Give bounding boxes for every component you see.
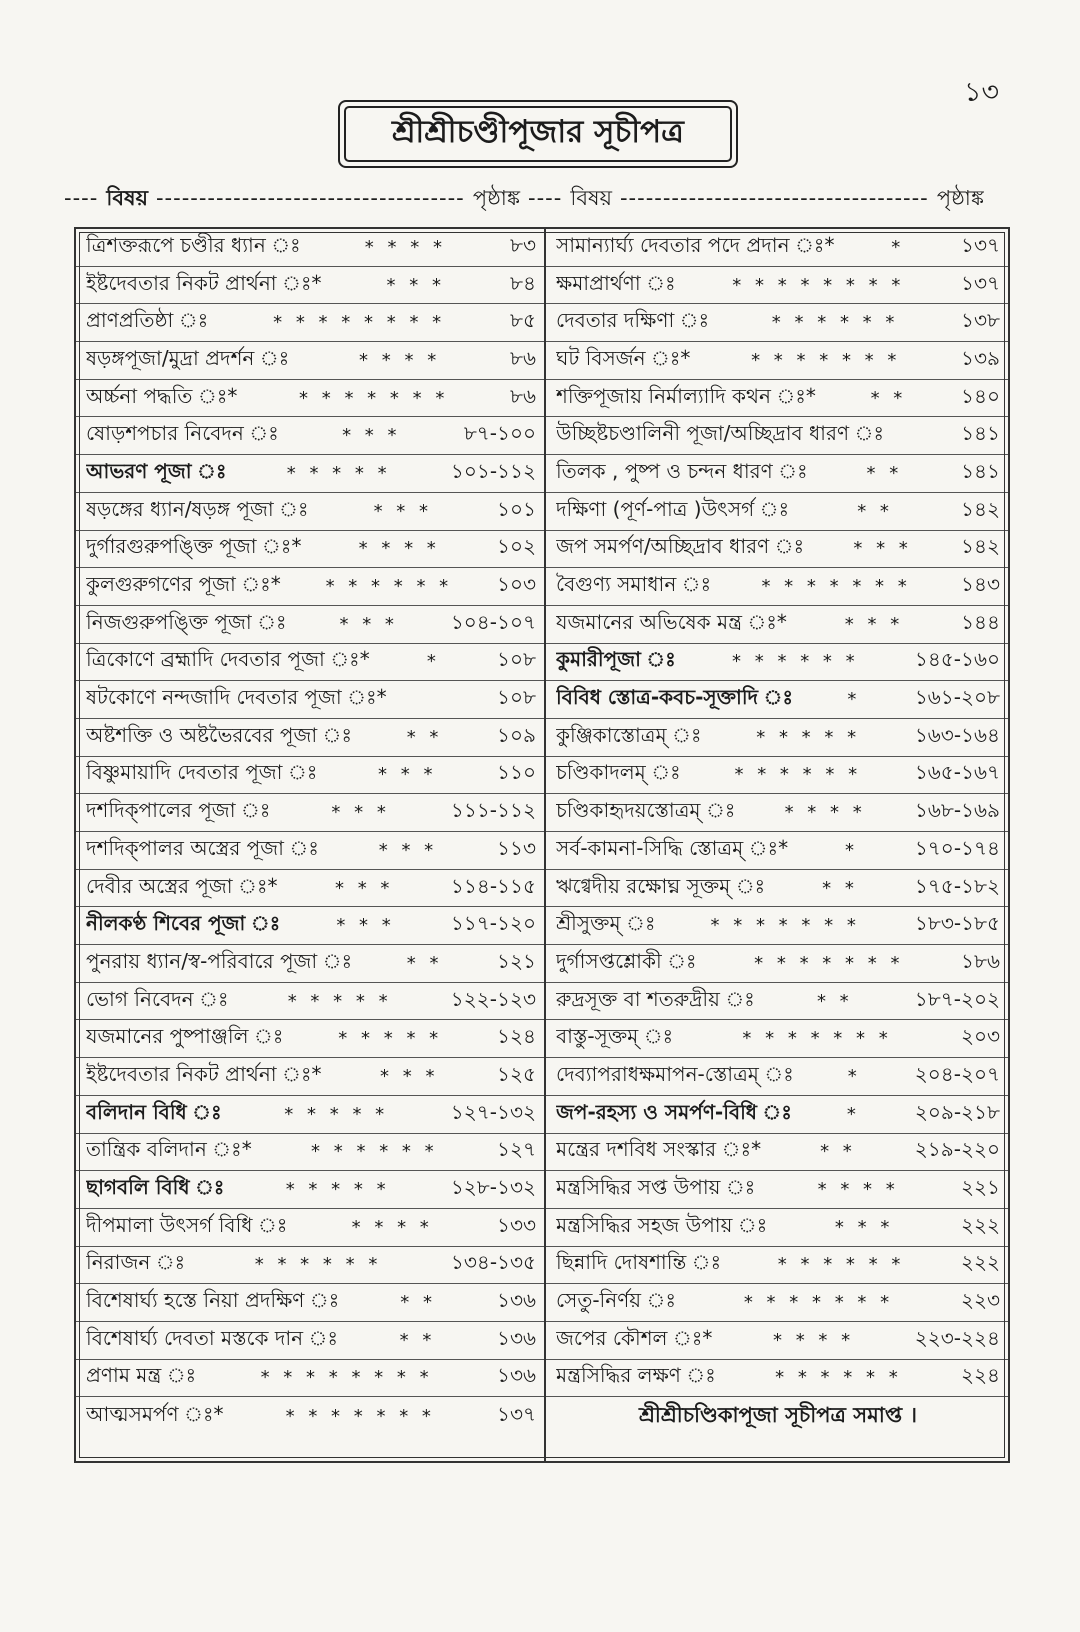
entry-title: মন্ত্রের দশবিধ সংস্কার ঃ* [556,1137,762,1162]
entry-title: বিশেষার্ঘ্য হস্তে নিয়া প্রদক্ষিণ ঃ [86,1288,340,1313]
header-page-label-2: পৃষ্ঠাঙ্ক [936,186,984,210]
entry-title: বিষ্ণুমায়াদি দেবতার পূজা ঃ [86,760,318,785]
entry-page-number: ১৮৬ [961,948,1000,973]
entry-leader-stars: * [847,689,861,711]
entry-title: মন্ত্রসিদ্ধির লক্ষণ ঃ [556,1363,716,1388]
entry-title: অর্চ্চনা পদ্ধতি ঃ* [86,383,238,408]
entry-leader-stars: * * * [380,1065,439,1087]
entry-page-number: ১১৩ [497,835,536,860]
contents-entry [546,380,1008,418]
entry-page-number: ১৪২ [961,496,1000,521]
entry-leader-stars: * * * * * [756,726,861,748]
contents-entry [546,1134,1008,1172]
contents-entry [546,1171,1008,1209]
entry-leader-stars: * * * * * * [771,312,899,334]
entry-title: ইষ্টদেবতার নিকট প্রার্থনা ঃ* [86,1061,322,1086]
entry-leader-stars: * * * * * * * [742,1028,892,1050]
entry-title: দেবীর অস্ত্রের পূজা ঃ* [86,873,278,898]
entry-title: চণ্ডিকাদলম্ ঃ [556,760,681,785]
header-leader-dashes [156,186,465,210]
entry-leader-stars: * * * [373,500,433,522]
entry-leader-stars: * * * * * * [777,1254,905,1276]
entry-title: নিরাজন ঃ [86,1250,186,1275]
contents-entry [76,1096,544,1134]
entry-leader-stars: * * * * * * * * [260,1367,433,1389]
header-subject-label-2: বিষয় [570,186,612,210]
entry-leader-stars: * * * [331,802,390,824]
entry-page-number: ১৮৩-১৮৫ [914,911,1000,936]
entry-leader-stars: * * * * * * * [285,1405,435,1427]
header-page-label: পৃষ্ঠাঙ্ক [472,186,520,210]
entry-page-number: ১৪১ [961,458,1000,483]
entry-leader-stars: * [846,1103,860,1125]
entry-leader-stars: * * [820,1141,856,1163]
contents-entry [76,870,544,908]
entry-page-number: ৮৪ [510,270,536,295]
contents-entry [546,606,1008,644]
entry-title: দীপমালা উৎসর্গ বিধি ঃ [86,1212,288,1237]
entry-leader-stars: * * * * * * * [751,349,901,371]
entry-leader-stars: * * * [336,915,395,937]
entry-page-number: ১২২-১২৩ [450,986,536,1011]
entry-page-number: ১২৫ [497,1061,536,1086]
contents-entry [76,267,544,305]
entry-page-number: ১৪৫-১৬০ [914,647,1000,672]
entry-leader-stars: * * [400,1292,437,1314]
contents-closing-note: শ্রীশ্রীচণ্ডিকাপূজা সূচীপত্র সমাপ্ত । [639,1402,917,1427]
entry-title: ছাগবলি বিধি ঃ [86,1175,225,1200]
entry-leader-stars: * [891,236,905,258]
contents-entry [546,229,1008,267]
contents-entry [76,380,544,418]
entry-leader-stars: * * * [834,1216,894,1238]
entry-page-number: ১০১ [497,496,536,521]
contents-entry [76,1284,544,1322]
entry-leader-stars: * * * * [364,236,446,258]
entry-title: মন্ত্রসিদ্ধির সপ্ত উপায় ঃ [556,1175,756,1200]
entry-leader-stars: * * * * [359,349,441,371]
contents-entry [546,1322,1008,1360]
entry-page-number: ১৪৪ [961,609,1000,634]
entry-page-number: ১৭৫-১৮২ [914,873,1000,898]
entry-page-number: ১৬৩-১৬৪ [914,722,1000,747]
entry-page-number: ১১১-১১২ [450,798,536,823]
entry-title: জপের কৌশল ঃ* [556,1325,713,1350]
entry-page-number: ১০২ [497,534,536,559]
entry-title: শক্তিপূজায় নির্মাল্যাদি কথন ঃ* [556,383,816,408]
entry-title: ত্রিকোণে ব্রহ্মাদি দেবতার পূজা ঃ* [86,647,370,672]
entry-title: দশদিক্পালর অস্ত্রের পূজা ঃ [86,835,319,860]
entry-title: দশদিক্পালের পূজা ঃ [86,798,271,823]
entry-title: সর্ব-কামনা-সিদ্ধি স্তোত্রম্ ঃ* [556,835,789,860]
entry-page-number: ২২৩ [960,1288,1000,1313]
entry-leader-stars: * * [866,462,903,484]
contents-entry [76,606,544,644]
entry-page-number: ১৬১-২০৮ [914,685,1000,710]
entry-title: বাস্তু-সূক্তম্ ঃ [556,1024,674,1049]
contents-entry [76,417,544,455]
contents-entry [546,304,1008,342]
contents-entry [546,1209,1008,1247]
entry-title: দেব্যাপরাধক্ষমাপন-স্তোত্রম্ ঃ [556,1061,794,1086]
entry-leader-stars: * * [822,877,858,899]
entry-title: ষড়ঙ্গপূজা/মুদ্রা প্রদর্শন ঃ [86,345,290,370]
entry-title: ক্ষমাপ্রার্থণা ঃ [556,270,676,295]
entry-title: জপ সমর্পণ/অচ্ছিদ্রাব ধারণ ঃ [556,534,805,559]
contents-entry [76,493,544,531]
entry-title: কুমারীপূজা ঃ [556,647,676,672]
entry-page-number: ১৪০ [961,383,1000,408]
entry-page-number: ১০১-১১২ [450,458,536,483]
entry-leader-stars: * [844,839,858,861]
entry-page-number: ১৩৬ [497,1325,536,1350]
contents-entry [546,267,1008,305]
contents-entry [76,1247,544,1285]
contents-entry [76,1397,544,1435]
entry-title: রুদ্রসূক্ত বা শতরুদ্রীয় ঃ [556,986,755,1011]
column-header-row [64,182,984,217]
contents-entry [76,568,544,606]
entry-page-number: ১৩৭ [497,1401,536,1426]
contents-column-left [76,229,546,1461]
entry-leader-stars: * * * * * [285,1179,390,1201]
entry-title: আভরণ পূজা ঃ [86,458,227,483]
entry-leader-stars: * * * * * * [734,764,862,786]
entry-page-number: ৮৬ [510,345,536,370]
entry-title: ছিন্নাদি দোষশান্তি ঃ [556,1250,722,1275]
entry-leader-stars: * * * * * * [311,1141,438,1163]
contents-entry [76,304,544,342]
entry-page-number: ১৩৩ [497,1212,536,1237]
entry-title: ষোড়শপচার নিবেদন ঃ [86,421,279,446]
contents-column-right [546,229,1008,1461]
entry-title: নিজগুরুপঙ্ক্তি পূজা ঃ [86,609,287,634]
entry-page-number: ১২৭-১৩২ [450,1099,536,1124]
contents-entry [76,983,544,1021]
contents-entry [546,907,1008,945]
contents-entry [76,832,544,870]
entry-leader-stars: * * * * [351,1216,433,1238]
entry-page-number: ২০৯-২১৮ [914,1099,1000,1124]
title-frame [338,100,738,168]
entry-page-number: ১১৪-১১৫ [450,873,536,898]
entry-leader-stars: * * * * [358,538,440,560]
contents-table [74,227,1010,1463]
entry-title: দুর্গাসপ্তশ্লোকী ঃ [556,948,697,973]
entry-leader-stars: * * * [853,538,912,560]
entry-page-number: ১১০ [497,760,536,785]
entry-page-number: ১২৭ [497,1137,536,1162]
contents-entry [546,681,1008,719]
entry-title: অষ্টশক্তি ও অষ্টভৈরবের পূজা ঃ [86,722,353,747]
entry-page-number: ১৪২ [961,534,1000,559]
contents-entry [76,531,544,569]
contents-entry [546,644,1008,682]
contents-entry [546,531,1008,569]
contents-entry [76,1322,544,1360]
entry-title: চণ্ডিকাহৃদয়স্তোত্রম্ ঃ [556,798,736,823]
contents-entry [76,681,544,719]
entry-leader-stars: * * * * [784,802,866,824]
contents-entry [76,229,544,267]
entry-page-number: ৮৩ [510,232,536,257]
contents-entry [76,455,544,493]
entry-page-number: ২১৯-২২০ [914,1137,1000,1162]
entry-title: বৈগুণ্য সমাধান ঃ [556,572,712,597]
contents-entry [546,1284,1008,1322]
contents-entry [546,1020,1008,1058]
contents-entry [546,455,1008,493]
entry-page-number: ১২৪ [497,1024,536,1049]
header-subject-label: বিষয় [106,186,148,210]
entry-leader-stars: * * * * * [286,462,391,484]
contents-entry [76,644,544,682]
contents-entry [546,983,1008,1021]
contents-entry [76,794,544,832]
contents-entry [546,568,1008,606]
entry-title: ষটকোণে নন্দজাদি দেবতার পূজা ঃ* [86,685,387,710]
entry-title: জপ-রহস্য ও সমর্পণ-বিধি ঃ [556,1099,792,1124]
entry-leader-stars: * * * * * * * [299,387,449,409]
contents-entry [546,757,1008,795]
entry-leader-stars: * * * * * [338,1028,443,1050]
entry-title: সেতু-নির্ণয় ঃ [556,1288,677,1313]
entry-page-number: ৮৫ [510,308,536,333]
contents-entry [76,1209,544,1247]
contents-entry [546,719,1008,757]
entry-page-number: ২২৩-২২৪ [914,1325,1000,1350]
entry-page-number: ১৩৬ [497,1288,536,1313]
contents-entry [546,1360,1008,1398]
entry-title: ত্রিশক্তরূপে চণ্ডীর ধ্যান ঃ [86,232,301,257]
entry-leader-stars: * [847,1065,861,1087]
entry-page-number: ২২১ [961,1175,1000,1200]
entry-page-number: ৮৬ [510,383,536,408]
entry-leader-stars: * * * * * * * [754,952,904,974]
contents-entry [546,945,1008,983]
entry-title: শ্রীসুক্তম্ ঃ [556,911,656,936]
entry-title: তিলক , পুষ্প ও চন্দন ধারণ ঃ [556,458,808,483]
entry-title: ঋগ্বেদীয় রক্ষোঘ্ন সূক্তম্ ঃ [556,873,766,898]
entry-leader-stars: * * * * * * [325,576,453,598]
entry-page-number: ১৪৩ [961,572,1000,597]
header-leader-dashes-2 [620,186,929,210]
contents-entry [76,1134,544,1172]
entry-title: বিবিধ স্তোত্র-কবচ-সূক্তাদি ঃ [556,685,793,710]
entry-title: বলিদান বিধি ঃ [86,1099,222,1124]
entry-title: কুঞ্জিকাস্তোত্রম্ ঃ [556,722,702,747]
entry-leader-stars: * * * * [817,1179,899,1201]
entry-title: পুনরায় ধ্যান/স্ব-পরিবারে পূজা ঃ [86,948,353,973]
contents-entry [76,342,544,380]
entry-leader-stars: * * * [339,613,398,635]
header-lead-dashes: ---- [64,186,99,210]
contents-entry [76,1171,544,1209]
contents-entry [546,870,1008,908]
entry-leader-stars: * * * [378,764,437,786]
entry-page-number: ১৪১ [961,421,1000,446]
entry-page-number: ১০৮ [497,685,536,710]
entry-leader-stars: * * * * [772,1329,855,1351]
contents-entry [76,945,544,983]
entry-page-number: ১১৭-১২০ [450,911,536,936]
page-number: ১৩ [964,77,1000,108]
contents-entry [76,1058,544,1096]
contents-entry [76,719,544,757]
entry-leader-stars: * * [406,726,443,748]
entry-title: যজমানের পুষ্পাঞ্জলি ঃ [86,1024,284,1049]
entry-title: ইষ্টদেবতার নিকট প্রার্থনা ঃ* [86,270,322,295]
entry-title: ষড়ঙ্গের ধ্যান/ষড়ঙ্গ পূজা ঃ [86,496,309,521]
entry-leader-stars: * * * * * * * [743,1292,894,1314]
contents-entry [546,832,1008,870]
entry-title: ভোগ নিবেদন ঃ [86,986,229,1011]
entry-title: উচ্ছিষ্টচণ্ডালিনী পূজা/অচ্ছিদ্রাব ধারণ ঃ [556,421,885,446]
entry-title: মন্ত্রসিদ্ধির সহজ উপায় ঃ [556,1212,768,1237]
entry-page-number: ১৩৮ [961,308,1000,333]
page-title: শ্রীশ্রীচণ্ডীপূজার সূচীপত্র [344,106,732,162]
entry-page-number: ১২১ [497,948,536,973]
contents-entry [546,794,1008,832]
entry-title: দক্ষিণা (পূর্ণ-পাত্র )উৎসর্গ ঃ [556,496,790,521]
entry-title: দুর্গারগুরুপঙ্ক্তি পূজা ঃ* [86,534,302,559]
header-mid-dashes: ---- [528,186,563,210]
entry-leader-stars: * * [816,990,853,1012]
entry-title: নীলকণ্ঠ শিবের পূজা ঃ [86,911,281,936]
contents-entry [546,417,1008,455]
entry-leader-stars: * * [406,952,443,974]
entry-leader-stars: * * * * * * * * [273,312,446,334]
entry-leader-stars: * * * [342,425,401,447]
entry-title: কুলগুরুগণের পূজা ঃ* [86,572,281,597]
entry-leader-stars: * * * * * [284,1103,389,1125]
entry-page-number: ১০৯ [497,722,536,747]
entry-leader-stars: * * * * * [287,990,392,1012]
entry-page-number: ১২৮-১৩২ [450,1175,536,1200]
entry-title: ঘট বিসর্জন ঃ* [556,345,691,370]
contents-entry [546,1058,1008,1096]
entry-leader-stars: * * * [386,274,445,296]
entry-title: প্রাণপ্রতিষ্ঠা ঃ [86,308,209,333]
entry-leader-stars: * * [857,500,893,522]
contents-entry [76,1020,544,1058]
contents-entry [546,342,1008,380]
contents-entry [76,907,544,945]
entry-page-number: ৮৭-১০০ [463,421,536,446]
entry-title: তান্ত্রিক বলিদান ঃ* [86,1137,252,1162]
entry-title: বিশেষার্ঘ্য দেবতা মস্তকে দান ঃ [86,1325,339,1350]
contents-entry [76,1360,544,1398]
entry-page-number: ১৩৭ [961,232,1000,257]
entry-leader-stars: * * * * * * * [710,915,860,937]
contents-entry [76,757,544,795]
entry-page-number: ২০৪-২০৭ [914,1061,1000,1086]
entry-leader-stars: * * * * * * [254,1254,382,1276]
entry-leader-stars: * * * * * * * * [732,274,905,296]
entry-leader-stars: * * [399,1329,436,1351]
entry-page-number: ১০৮ [497,647,536,672]
entry-leader-stars: * * * [378,839,438,861]
entry-leader-stars: * * [870,387,907,409]
entry-page-number: ১৭০-১৭৪ [914,835,1000,860]
entry-title: দেবতার দক্ষিণা ঃ [556,308,710,333]
entry-leader-stars: * * * * * * [775,1367,902,1389]
entry-page-number: ১০৩ [497,572,536,597]
entry-leader-stars: * * * * * * [732,651,859,673]
contents-entry [546,1096,1008,1134]
entry-page-number: ১৩৬ [497,1363,536,1388]
entry-page-number: ২২২ [960,1212,1000,1237]
entry-page-number: ২২২ [960,1250,1000,1275]
entry-title: সামান্যার্ঘ্য দেবতার পদে প্রদান ঃ* [556,232,835,257]
contents-entry [546,1247,1008,1285]
entry-page-number: ১৮৭-২০২ [914,986,1000,1011]
contents-entry [546,493,1008,531]
entry-title: প্রণাম মন্ত্র ঃ [86,1363,197,1388]
entry-page-number: ২০৩ [960,1024,1000,1049]
entry-leader-stars: * * * [334,877,394,899]
entry-leader-stars: * [426,651,440,673]
entry-title: আত্মসমর্পণ ঃ* [86,1401,224,1426]
entry-page-number: ১০৪-১০৭ [450,609,536,634]
entry-page-number: ১৩৯ [961,345,1000,370]
entry-page-number: ১৩৪-১৩৫ [450,1250,536,1275]
entry-title: যজমানের অভিষেক মন্ত্র ঃ* [556,609,787,634]
entry-leader-stars: * * * [844,613,904,635]
entry-page-number: ১৬৫-১৬৭ [914,760,1000,785]
entry-page-number: ২২৪ [961,1363,1000,1388]
entry-leader-stars: * * * * * * * [761,576,911,598]
entry-page-number: ১৬৮-১৬৯ [914,798,1000,823]
entry-page-number: ১৩৭ [961,270,1000,295]
